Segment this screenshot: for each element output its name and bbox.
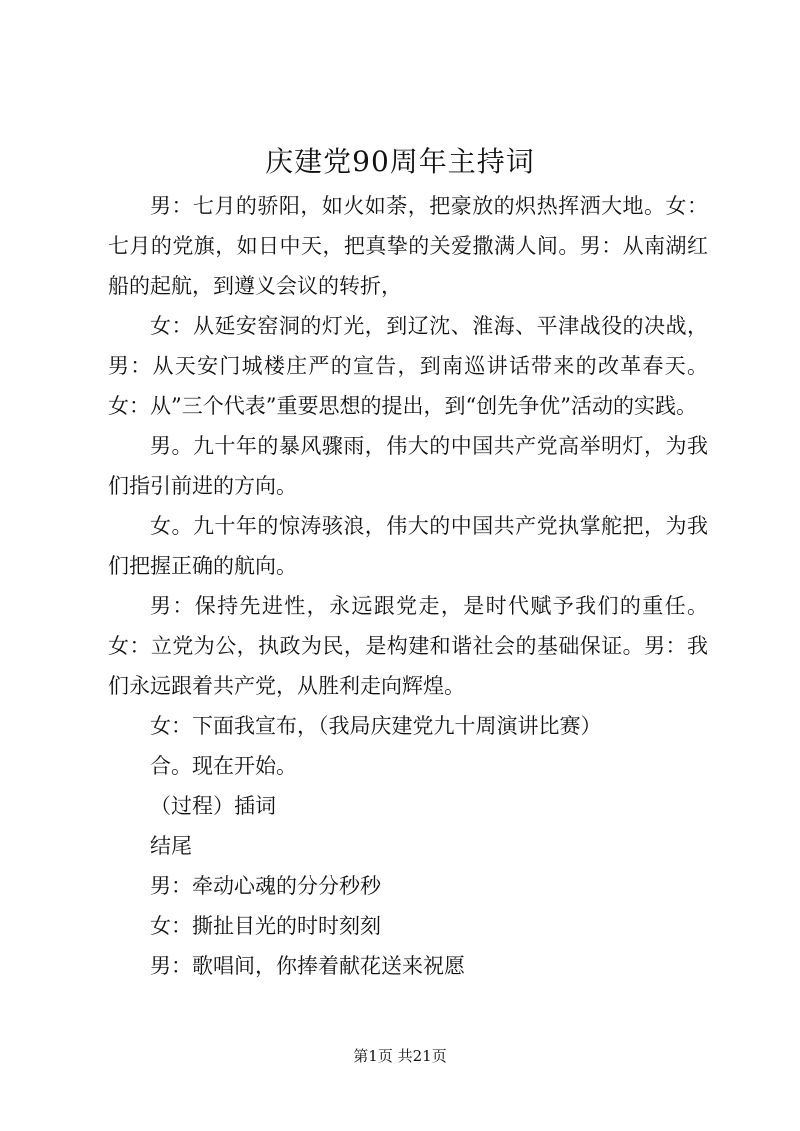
page-number-footer: 第1页 共21页	[353, 1047, 447, 1065]
paragraph: 男。九十年的暴风骤雨，伟大的中国共产党高举明灯，为我们指引前进的方向。	[108, 434, 708, 498]
paragraph: （过程）插词	[150, 794, 276, 818]
document-title: 庆建党90周年主持词	[265, 145, 535, 178]
paragraph: 结尾	[150, 834, 192, 858]
paragraph: 男：歌唱间，你捧着献花送来祝愿	[150, 954, 465, 978]
paragraph: 女。九十年的惊涛骇浪，伟大的中国共产党执掌舵把，为我们把握正确的航向。	[108, 514, 708, 578]
paragraph: 女：下面我宣布，（我局庆建党九十周演讲比赛）	[150, 714, 602, 738]
document-body	[108, 186, 708, 986]
paragraph: 男：保持先进性，永远跟党走，是时代赋予我们的重任。女：立党为公，执政为民，是构建和谐社会的基础保证。男：我们永远跟着共产党，从胜利走向辉煌。	[108, 594, 708, 698]
paragraph: 女：撕扯目光的时时刻刻	[150, 914, 381, 938]
paragraph: 女：从延安窑洞的灯光，到辽沈、淮海、平津战役的决战，男：从天安门城楼庄严的宣告，到南巡讲话带来的改革春天。女：从”三个代表”重要思想的提出，到“创先争优”活动的实践。	[108, 314, 708, 418]
paragraph: 男：七月的骄阳，如火如荼，把豪放的炽热挥洒大地。女：七月的党旗，如日中天，把真挚的关爱撒满人间。男：从南湖红船的起航，到遵义会议的转折，	[108, 194, 708, 298]
paragraph: 合。现在开始。	[150, 754, 297, 778]
paragraph: 男：牵动心魂的分分秒秒	[150, 874, 381, 898]
